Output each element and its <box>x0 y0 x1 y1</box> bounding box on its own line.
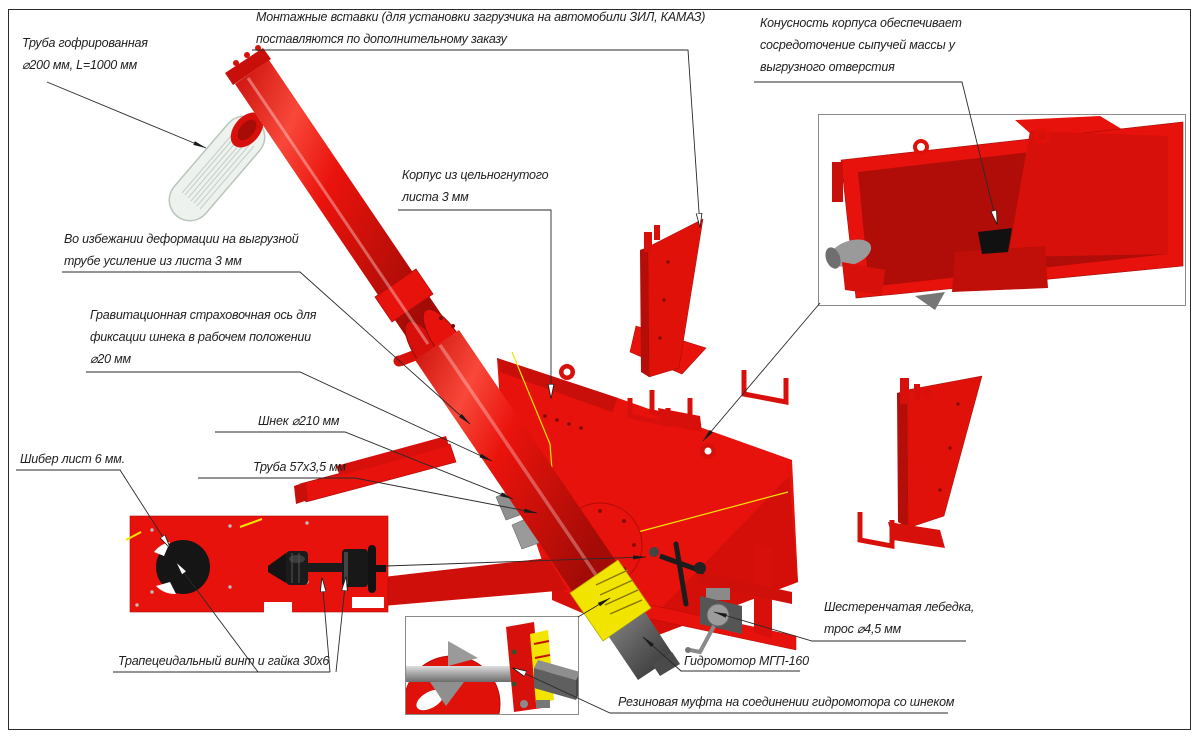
label-gate <box>20 448 125 470</box>
label-line: трос ⌀4,5 мм <box>824 622 902 636</box>
label-line: трубе усиление из листа 3 мм <box>64 254 242 268</box>
label-line: Гравитационная страховочная ось для <box>90 308 317 322</box>
label-trapezoidal-screw <box>118 650 329 672</box>
label-line: листа 3 мм <box>402 190 469 204</box>
label-gear-winch <box>824 596 974 640</box>
detail-gate-view <box>126 516 388 613</box>
label-line: поставляются по дополнительному заказу <box>256 32 507 46</box>
label-line: Шибер лист 6 мм. <box>20 452 125 466</box>
corrugated-pipe <box>182 106 270 209</box>
mounting-panel-b <box>860 376 982 548</box>
label-tube-reinforcement <box>64 228 299 272</box>
label-line: Труба гофрированная <box>22 36 148 50</box>
label-line: Шестеренчатая лебедка, <box>824 600 975 614</box>
label-line: ⌀20 мм <box>90 352 131 366</box>
label-corrugated-pipe <box>22 32 148 76</box>
detail-hopper-interior <box>819 115 1186 311</box>
label-hydromotor <box>684 650 809 672</box>
label-line: Трапецеидальный винт и гайка 30х6 <box>118 654 330 668</box>
label-line: Конусность корпуса обеспечивает <box>760 16 962 30</box>
label-line: Труба 57х3,5 мм <box>253 460 346 474</box>
label-body-taper <box>760 12 962 78</box>
label-safety-axis <box>90 304 316 370</box>
label-line: Шнек ⌀210 мм <box>258 414 340 428</box>
label-line: сосредоточение сыпучей массы у <box>760 38 955 52</box>
label-auger <box>258 410 339 432</box>
leader-corrugated-pipe <box>47 82 206 148</box>
label-mounting-inserts <box>256 6 705 50</box>
label-line: Гидромотор МГП-160 <box>684 654 809 668</box>
label-line: ⌀200 мм, L=1000 мм <box>22 58 138 72</box>
label-line: фиксации шнека в рабочем положении <box>90 330 311 344</box>
label-line: Корпус из цельногнутого <box>402 168 549 182</box>
label-line: выгрузного отверстия <box>760 60 895 74</box>
label-line: Резиновая муфта на соединении гидромотора со шнеком <box>618 695 955 709</box>
label-line: Монтажные вставки (для установки загрузчика на автомобили ЗИЛ, КАМАЗ) <box>256 10 706 24</box>
connector-interior-detail <box>703 303 820 441</box>
detail-coupling-inset <box>404 617 580 738</box>
label-body-sheet <box>402 164 548 208</box>
label-rubber-coupling <box>618 691 954 713</box>
label-tube-57 <box>253 456 346 478</box>
label-line: Во избежании деформации на выгрузной <box>64 232 299 246</box>
